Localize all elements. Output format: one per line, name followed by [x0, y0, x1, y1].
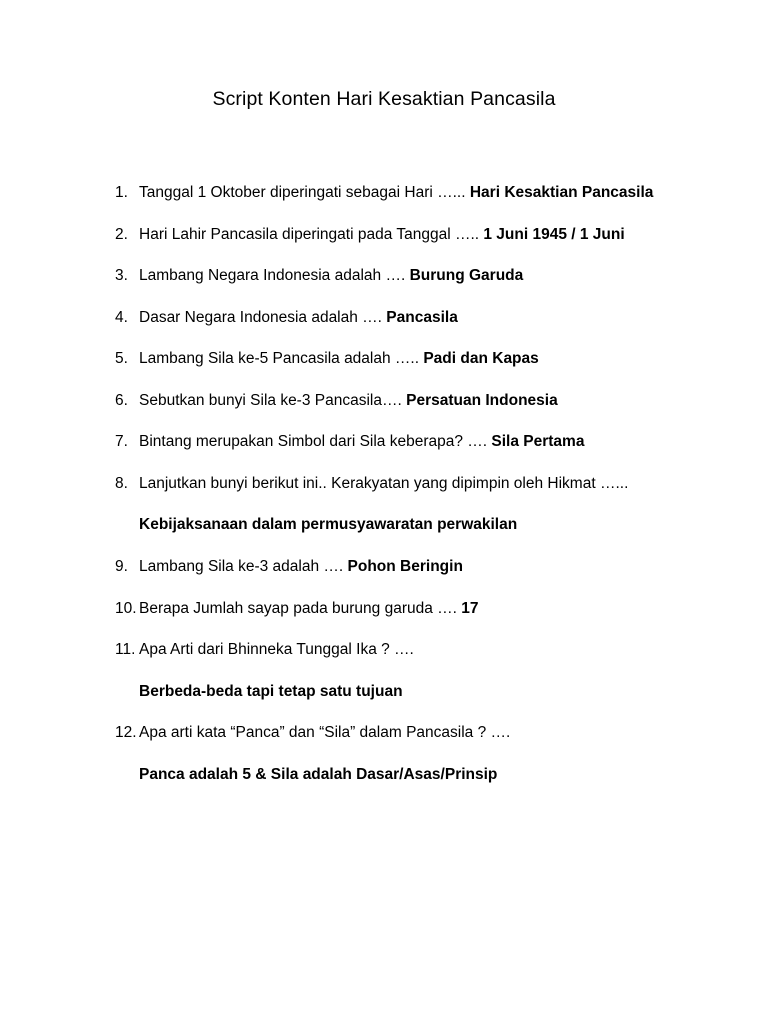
item-question: Hari Lahir Pancasila diperingati pada Tanggal …..: [139, 226, 484, 243]
item-text: [139, 223, 625, 247]
item-text: [139, 264, 523, 288]
item-answer: Kebijaksanaan dalam permusyawaratan perwakilan: [139, 516, 518, 533]
item-question: Dasar Negara Indonesia adalah ….: [139, 309, 387, 326]
item-answer: 17: [461, 600, 479, 617]
item-answer: Hari Kesaktian Pancasila: [469, 184, 654, 201]
item-number: 9.: [115, 558, 128, 575]
item-number: 6.: [115, 392, 128, 409]
item-text: [139, 555, 463, 579]
item-answer: Berbeda-beda tapi tetap satu tujuan: [139, 683, 403, 700]
item-number: 12.: [115, 724, 137, 741]
item-number: 10.: [115, 600, 137, 617]
item-text: [139, 430, 584, 454]
item-answer: Sila Pertama: [491, 433, 585, 450]
item-question: Lanjutkan bunyi berikut ini.. Kerakyatan yang dipimpin oleh Hikmat …...: [139, 475, 629, 492]
item-number: 4.: [115, 309, 128, 326]
item-answer: Pancasila: [386, 309, 458, 326]
item-question: Lambang Negara Indonesia adalah ….: [139, 267, 410, 284]
item-number: 1.: [115, 184, 128, 201]
item-question: Apa Arti dari Bhinneka Tunggal Ika ? ….: [139, 641, 414, 658]
item-answer: Pohon Beringin: [347, 558, 463, 575]
item-question: Bintang merupakan Simbol dari Sila keberapa? ….: [139, 433, 492, 450]
item-number: 2.: [115, 226, 128, 243]
item-number: 5.: [115, 350, 128, 367]
item-answer: Persatuan Indonesia: [406, 392, 558, 409]
item-question: Lambang Sila ke-3 adalah ….: [139, 558, 348, 575]
item-answer: 1 Juni 1945 / 1 Juni: [483, 226, 625, 243]
item-question: Berapa Jumlah sayap pada burung garuda ….: [139, 600, 462, 617]
item-question: Sebutkan bunyi Sila ke-3 Pancasila….: [139, 392, 407, 409]
item-number: 3.: [115, 267, 128, 284]
item-answer: Panca adalah 5 & Sila adalah Dasar/Asas/Prinsip: [139, 766, 498, 783]
item-question: Lambang Sila ke-5 Pancasila adalah …..: [139, 350, 424, 367]
item-answer: Burung Garuda: [409, 267, 524, 284]
item-number: 8.: [115, 475, 128, 492]
item-text: [139, 181, 653, 205]
item-number: 11.: [115, 641, 136, 658]
item-question: Tanggal 1 Oktober diperingati sebagai Hari …...: [139, 184, 470, 201]
item-text: [139, 597, 479, 621]
page-title: Script Konten Hari Kesaktian Pancasila: [212, 88, 556, 110]
item-text: [139, 306, 458, 330]
item-text: [139, 347, 539, 371]
item-number: 7.: [115, 433, 128, 450]
item-answer: Padi dan Kapas: [423, 350, 539, 367]
item-question: Apa arti kata “Panca” dan “Sila” dalam Pancasila ? ….: [139, 724, 511, 741]
item-text: [139, 389, 558, 413]
